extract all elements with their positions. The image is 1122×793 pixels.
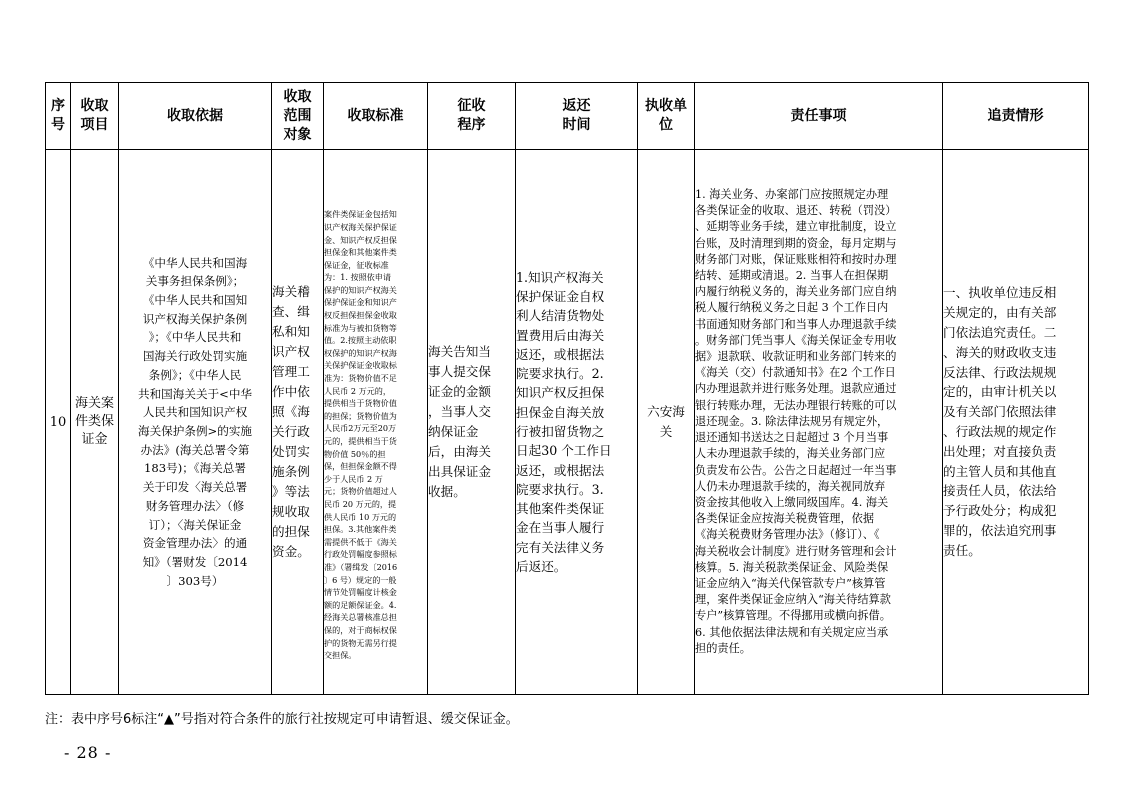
header-standard: 收取标准	[324, 83, 428, 150]
header-unit: 执收单 位	[638, 83, 695, 150]
header-basis: 收取依据	[119, 83, 272, 150]
header-accountability: 追责情形	[943, 83, 1089, 150]
table-row	[46, 150, 1089, 695]
cell-unit: 六安海 关	[638, 150, 695, 695]
page-number: - 28 -	[64, 743, 112, 762]
header-row	[46, 83, 1089, 150]
header-item: 收取 项目	[71, 83, 119, 150]
header-responsibility: 责任事项	[695, 83, 943, 150]
header-seq: 序 号	[46, 83, 71, 150]
fee-table	[45, 82, 1089, 695]
header-return-time: 返还 时间	[516, 83, 638, 150]
cell-item: 海关案 件类保 证金	[71, 150, 119, 695]
cell-responsibility: 1. 海关业务、办案部门应按照规定办理 各类保证金的收取、退还、转税（罚没） 、延期等业务手续，建立审批制度，设立 台账，及时清理到期的资金，每月定期与 财务部门对账，保证账账相符和按时办理 结转、延期或清退。2. 当事人在担保期 内履行纳税义务的，海关业务部门应自纳 税人履行纳税义务之日起 3 个工作日内 书面通知财务部门和当事人办理退款手续 。财务部门凭当事人《海关保证金专用收 据》退款联、收款证明和业务部门转来的 《海关（交）付款通知书》在2 个工作日 内办理退款并进行账务处理。退款应通过 银行转账办理，无法办理银行转账的可以 退还现金。3. 除法律法规另有规定外， 退还通知书送达之日起超过 3 个月当事 人未办理退款手续的，海关业务部门应 负责发布公告。公告之日起超过一年当事 人仍未办理退款手续的，海关视同放弃 资金按其他收入上缴同级国库。4. 海关 各类保证金应按海关税费管理，依据 《海关税费财务管理办法》（修订）、《 海关税收会计制度》进行财务管理和会计 核算。5. 海关税款类保证金、风险类保 证金应纳入“海关代保管款专户”核算管 理，案件类保证金应纳入“海关待结算款 专户”核算管理。不得挪用或横向拆借。 6. 其他依据法律法规和有关规定应当承 担的责任。	[695, 150, 943, 695]
cell-standard-text: 案件类保证金包括知 识产权海关保护保证 金、知识产权反担保 担保金和其他案件类 保证金，征收标准 为：1. 按照依申请 保护的知识产权海关 保护保证金和知识产 权反担保担保金收取 标准为与被扣货物等 值。2.按照主动依职 权保护的知识产权海 关保护保证金收取标 准为：货物价值不足 人民币 2 万元的， 提供相当于货物价值 的担保；货物价值为 人民币2万元至20万 元的，提供相当于货 物价值 50％的担 保，但担保金额不得 少于人民币 2 万 元；货物价值超过人 民币 20 万元的，提 供人民币 10 万元的 担保。3.其他案件类 需提供不低于《海关 行政处罚幅度参照标 准》（署缉发〔2016 〕6 号）规定的一般 情节处罚幅度计核金 额的足额保证金。4. 经海关总署核准总担 保的，对于商标权保 护的货物无需另行提 交担保。	[324, 209, 398, 661]
cell-standard	[324, 150, 428, 695]
cell-accountability: 一、执收单位违反相 关规定的，由有关部 门依法追究责任。二 、海关的财政收支违 反法律、行政法规规 定的，由审计机关以 及有关部门依照法律 、行政法规的规定作 出处理；对直接负责 的主管人员和其他直 接责任人员，依法给 予行政处分；构成犯 罪的，依法追究刑事 责任。	[943, 150, 1089, 695]
cell-basis: 《中华人民共和国海 关事务担保条例》； 《中华人民共和国知 识产权海关保护条例 》；《中华人民共和 国海关行政处罚实施 条例》；《中华人民 共和国海关关于<中华 人民共和国知识产权 海关保护条例>的实施 办法》(海关总署令第 183号)；《海关总署 关于印发〈海关总署 财务管理办法〉（修 订）；〈海关保证金 资金管理办法〉的通 知》（署财发〔2014 〕303号）	[119, 150, 272, 695]
header-procedure: 征收 程序	[428, 83, 516, 150]
cell-seq: 10	[46, 150, 71, 695]
cell-procedure: 海关告知当 事人提交保 证金的金额 ，当事人交 纳保证金 后，由海关 出具保证金 收据。	[428, 150, 516, 695]
header-scope: 收取 范围 对象	[272, 83, 324, 150]
cell-return-time: 1.知识产权海关 保护保证金自权 利人结清货物处 置费用后由海关 返还，或根据法 院要求执行。2. 知识产权反担保 担保金自海关放 行被扣留货物之 日起30 个工作日 返还，或根据法 院要求执行。3. 其他案件类保证 金在当事人履行 完有关法律义务 后返还。	[516, 150, 638, 695]
cell-scope: 海关稽 查、缉 私和知 识产权 管理工 作中依 照《海 关行政 处罚实 施条例 》等法 规收取 的担保 资金。	[272, 150, 324, 695]
table-footnote: 注：表中序号6标注“▲”号指对符合条件的旅行社按规定可申请暂退、缓交保证金。	[45, 712, 519, 727]
